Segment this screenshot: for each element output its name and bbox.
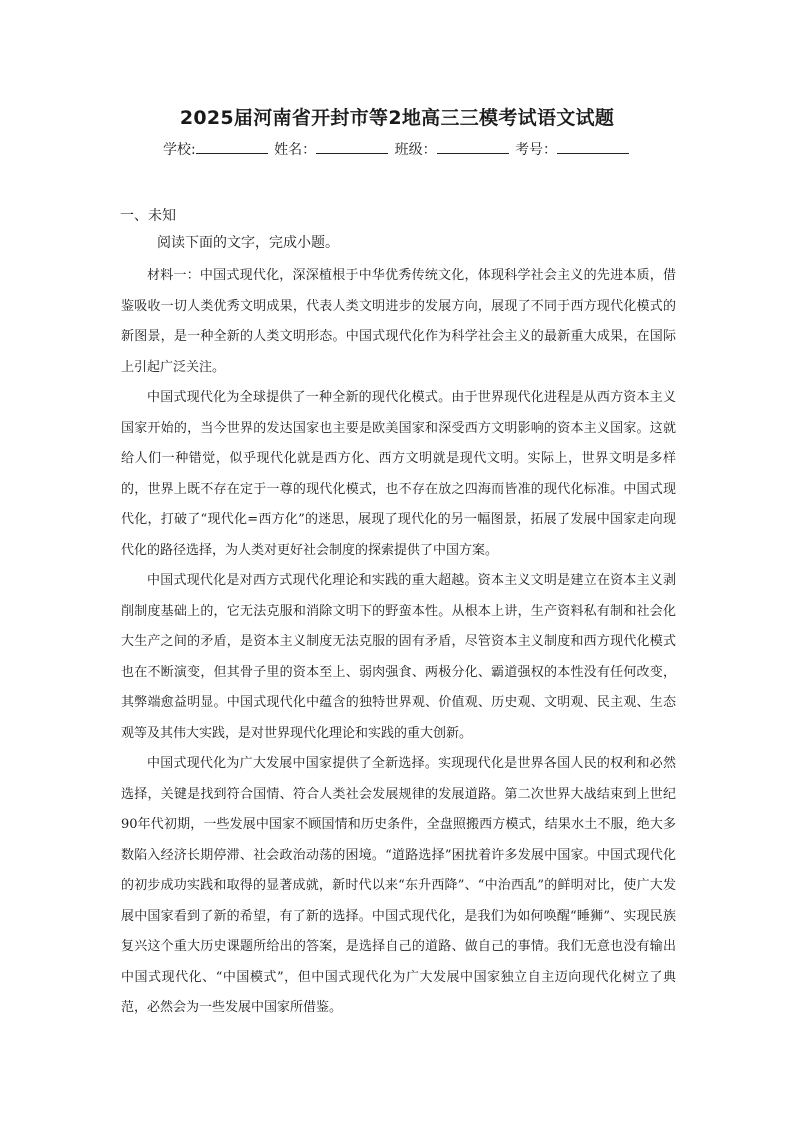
school-label: 学校:: [162, 142, 196, 158]
class-blank[interactable]: [437, 139, 509, 154]
name-blank[interactable]: [316, 139, 388, 154]
exam-number-label: 考号：: [515, 142, 558, 158]
exam-number-blank[interactable]: [557, 139, 629, 154]
school-blank[interactable]: [196, 139, 268, 154]
passage-paragraph: 中国式现代化为广大发展中国家提供了全新选择。实现现代化是世界各国人民的权利和必然选择，关键是找到符合国情、符合人类社会发展规律的发展道路。第二次世界大战结束到上世纪90年代初期，一些发展中国家不顾国情和历史条件，全盘照搬西方模式，结果水土不服，绝大多数陷入经济长期停滞、社会政治动荡的困境。“道路选择”困扰着许多发展中国家。中国式现代化的初步成功实践和取得的显著成就，新时代以来“东升西降”、“中治西乱”的鲜明对比，使广大发展中国家看到了新的希望，有了新的选择。中国式现代化，是我们为如何唤醒“睡狮”、实现民族复兴这个重大历史课题所给出的答案，是选择自己的道路、做自己的事情。我们无意也没有输出中国式现代化、“中国模式”，但中国式现代化为广大发展中国家独立自主迈向现代化树立了典范，必然会为一些发展中国家所借鉴。: [121, 756, 676, 1015]
document-title: 2025届河南省开封市等2地高三三模考试语文试题: [179, 107, 615, 129]
class-label: 班级：: [394, 142, 437, 158]
name-label: 姓名：: [274, 142, 317, 158]
passage-paragraph: 中国式现代化是对西方式现代化理论和实践的重大超越。资本主义文明是建立在资本主义剥削制度基础上的，它无法克服和消除文明下的野蛮本性。从根本上讲，生产资料私有制和社会化大生产之间的矛盾，是资本主义制度无法克服的固有矛盾，尽管资本主义制度和西方现代化模式也在不断演变，但其骨子里的资本至上、弱肉强食、两极分化、霸道强权的本性没有任何改变，其弊端愈益明显。中国式现代化中蕴含的独特世界观、价值观、历史观、文明观、民主观、生态观等及其伟大实践，是对世界现代化理论和实践的重大创新。: [121, 573, 676, 741]
student-info-line: [0, 139, 794, 159]
passage-paragraph: 材料一：中国式现代化，深深植根于中华优秀传统文化，体现科学社会主义的先进本质，借鉴吸收一切人类优秀文明成果，代表人类文明进步的发展方向，展现了不同于西方现代化模式的新图景，是一种全新的人类文明形态。中国式现代化作为科学社会主义的最新重大成果，在国际上引起广泛关注。: [121, 268, 676, 375]
reading-passage: [121, 261, 676, 1024]
section-heading: 一、未知: [120, 208, 176, 224]
reading-instruction: 阅读下面的文字，完成小题。: [157, 235, 339, 251]
passage-paragraph: 中国式现代化为全球提供了一种全新的现代化模式。由于世界现代化进程是从西方资本主义国家开始的，当今世界的发达国家也主要是欧美国家和深受西方文明影响的资本主义国家。这就给人们一种错觉，似乎现代化就是西方化、西方文明就是现代文明。实际上，世界文明是多样的，世界上既不存在定于一尊的现代化模式，也不存在放之四海而皆准的现代化标准。中国式现代化，打破了“现代化=西方化”的迷思，展现了现代化的另一幅图景，拓展了发展中国家走向现代化的路径选择，为人类对更好社会制度的探索提供了中国方案。: [121, 390, 676, 558]
